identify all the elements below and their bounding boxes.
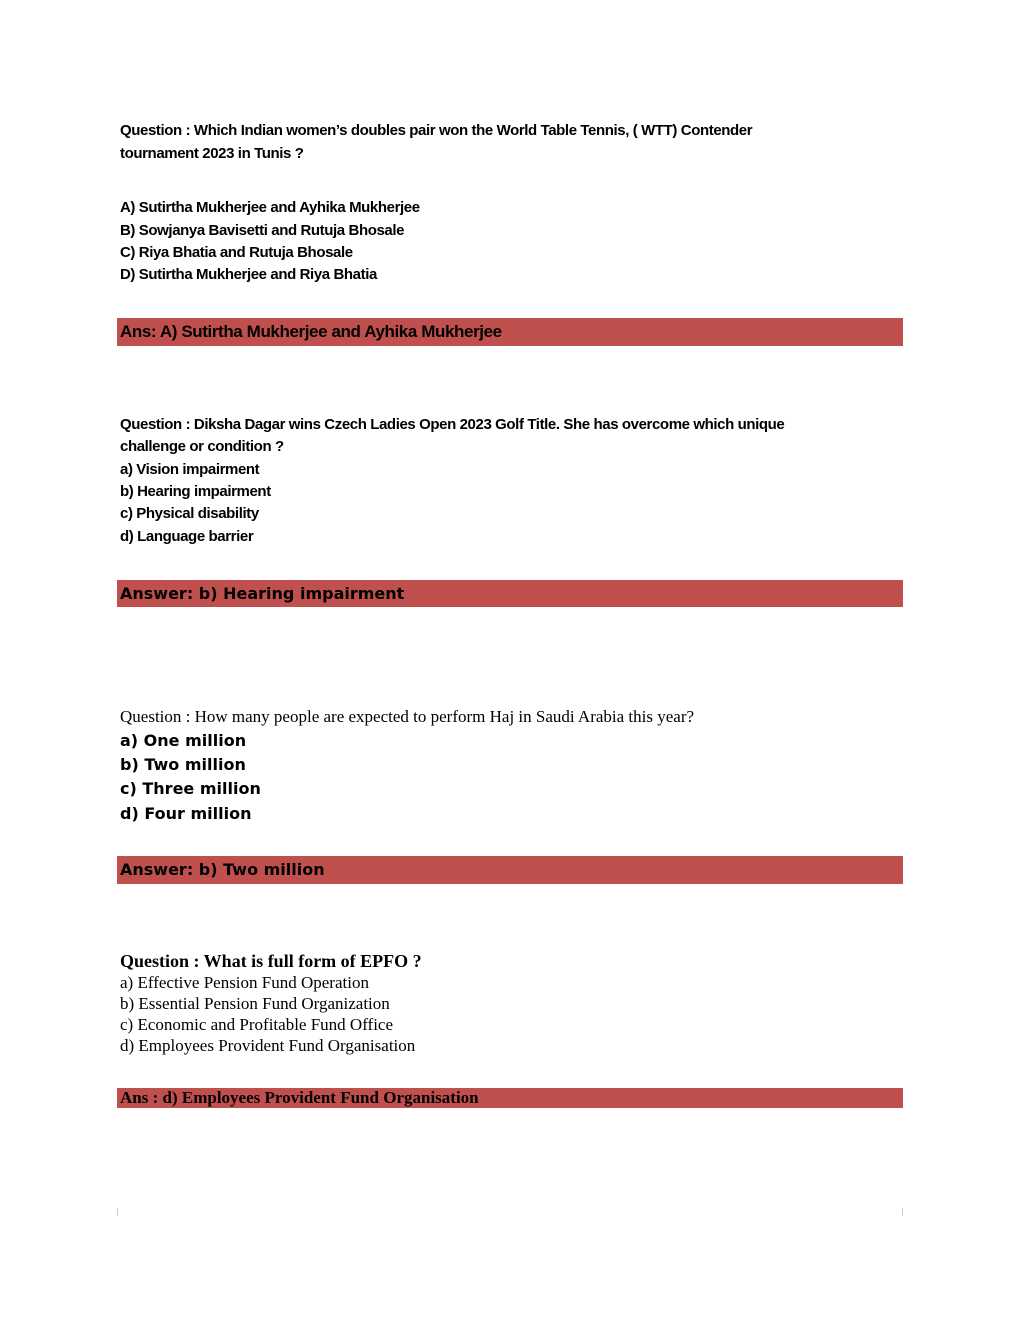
q1-option-a: A) Sutirtha Mukherjee and Ayhika Mukherjee <box>120 199 420 216</box>
q2-question: Question : Diksha Dagar wins Czech Ladies Open 2023 Golf Title. She has overcome which unique <box>120 416 785 433</box>
q2-option-d: d) Language barrier <box>120 528 254 545</box>
q3-option-a: a) One million <box>120 731 247 750</box>
q1-option-d: D) Sutirtha Mukherjee and Riya Bhatia <box>120 266 377 283</box>
q2-answer-bar <box>117 580 903 607</box>
q1-answer-bar <box>117 318 903 346</box>
margin-mark-left <box>117 1208 118 1216</box>
q1-question: Question : Which Indian women’s doubles pair won the World Table Tennis, ( WTT) Contender <box>120 122 753 139</box>
q4-question: Question : What is full form of EPFO ? <box>120 951 422 971</box>
q2-question-cont: challenge or condition ? <box>120 438 284 455</box>
q3-option-b: b) Two million <box>120 755 246 774</box>
q2-option-c: c) Physical disability <box>120 505 259 522</box>
q3-option-d: d) Four million <box>120 804 252 823</box>
q4-option-a: a) Effective Pension Fund Operation <box>120 973 369 992</box>
q4-option-d: d) Employees Provident Fund Organisation <box>120 1036 416 1055</box>
q4-answer: Ans : d) Employees Provident Fund Organisation <box>120 1088 479 1107</box>
q3-question: Question : How many people are expected to perform Haj in Saudi Arabia this year? <box>120 707 695 726</box>
q2-answer: Answer: b) Hearing impairment <box>120 584 405 603</box>
q2-option-a: a) Vision impairment <box>120 461 260 478</box>
q1-question-cont: tournament 2023 in Tunis ? <box>120 145 304 162</box>
q2-option-b: b) Hearing impairment <box>120 483 271 500</box>
q4-option-b: b) Essential Pension Fund Organization <box>120 994 390 1013</box>
q1-option-c: C) Riya Bhatia and Rutuja Bhosale <box>120 244 353 261</box>
q1-option-b: B) Sowjanya Bavisetti and Rutuja Bhosale <box>120 222 405 239</box>
q3-option-c: c) Three million <box>120 779 261 798</box>
margin-mark-right <box>902 1208 903 1216</box>
q4-answer-bar <box>117 1088 903 1108</box>
q4-option-c: c) Economic and Profitable Fund Office <box>120 1015 394 1034</box>
q3-answer: Answer: b) Two million <box>120 860 325 879</box>
q3-answer-bar <box>117 856 903 884</box>
q1-answer: Ans: A) Sutirtha Mukherjee and Ayhika Mukherjee <box>120 322 502 341</box>
